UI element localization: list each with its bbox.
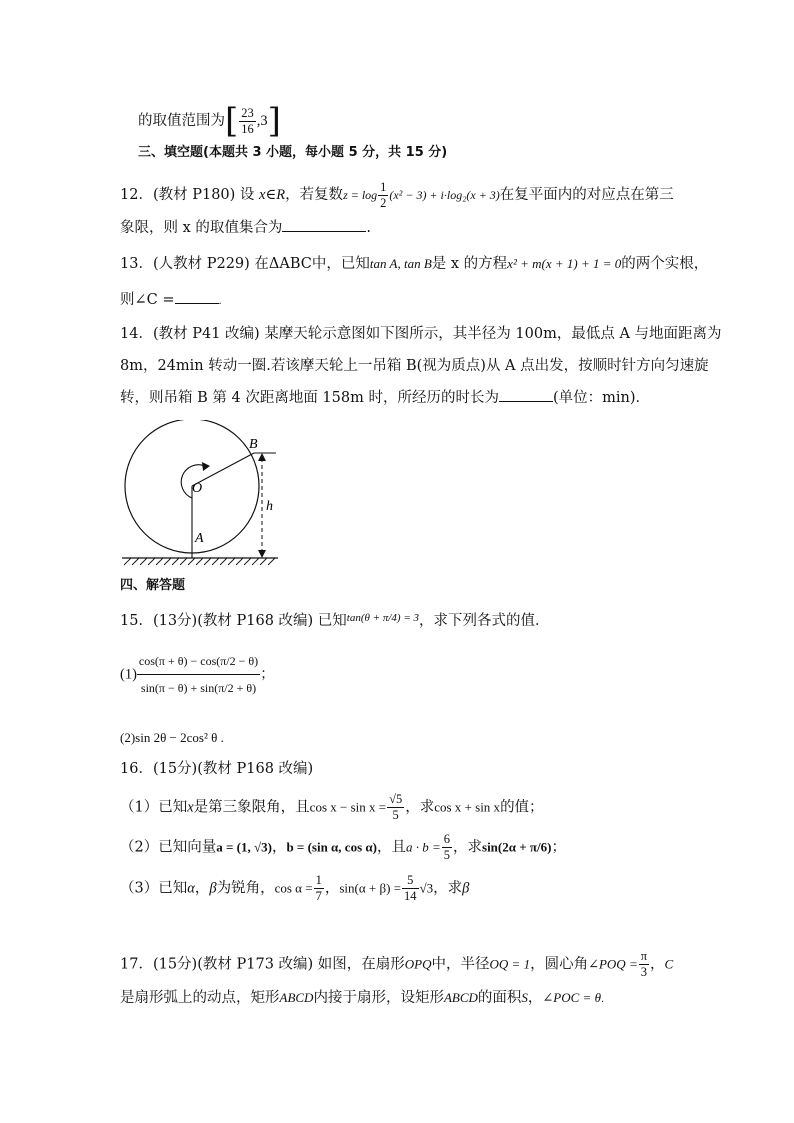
question-16-part-3: （3）已知α，β为锐角，cos α = $\frac{1}{7}$ ，sin(α + β) = $\frac{5}{14}$ √3，求β — [120, 873, 470, 903]
section-3-title: 三、填空题(本题共 3 小题，每小题 5 分，共 15 分) — [138, 145, 448, 160]
question-12-line-1: 12．(教材 P180) 设 x∈R，若复数z = log $\frac{1}{2}$ (x² − 3) + i·log₂(x + 3)在复平面内的对应点在第三 — [120, 180, 674, 210]
rotation-arrow-head — [202, 462, 210, 471]
section-4-title: 四、解答题 — [120, 578, 186, 593]
question-17-line-2: 是扇形弧上的动点，矩形ABCD内接于扇形，设矩形ABCD的面积S，∠POC = θ. — [120, 990, 605, 1006]
question-14-line-2: 8m，24min 转动一圈.若该摩天轮上一吊箱 B(视为质点)从 A 点出发，按顺时针方向匀速旋 — [120, 358, 709, 374]
six-fifths: $\frac{6}{5}$ — [443, 832, 451, 862]
label-b: B — [249, 437, 258, 452]
left-bracket: [ — [225, 101, 239, 141]
question-16-title: 16．(15分)(教材 P168 改编) — [120, 761, 314, 777]
height-arrow-bottom — [258, 550, 266, 558]
right-bracket: ] — [267, 101, 281, 141]
question-16-part-1: （1）已知x是第三象限角，且cos x − sin x = $\frac{√5}{5}$ ，求cos x + sin x的值； — [120, 792, 544, 822]
sqrt5-over-5: $\frac{√5}{5}$ — [389, 792, 403, 822]
question-14-line-3: 转，则吊箱 B 第 4 次距离地面 158m 时，所经历的时长为 (单位：min)． — [120, 387, 684, 408]
ferris-wheel-figure — [118, 420, 288, 570]
question-14-line-1: 14．(教材 P41 改编) 某摩天轮示意图如下图所示，其半径为 100m，最低点 A 与地面距离为 — [120, 326, 722, 342]
question-15-part-2: (2)sin 2θ − 2cos² θ . — [120, 730, 224, 745]
range-tail: ,3 — [256, 113, 268, 129]
one-seventh: $\frac{1}{7}$ — [315, 873, 322, 903]
q15-expression-fraction: $\frac{\cos(\pi + \theta) - \cos(\pi/2 - \theta)}{\sin(\pi - \theta) + \sin(\pi/2 + \theta)}$ — [137, 650, 260, 699]
question-16-part-2: （2）已知向量a = (1, √3)，b = (sin α, cos α)，且a · b = $\frac{6}{5}$ ，求sin(2α + π/6)； — [120, 832, 566, 862]
answer-blank-14 — [499, 387, 553, 402]
question-15-line-1: 15．(13分)(教材 P168 改编) 已知$^{tan(\theta + \pi/4) = 3}$，求下列各式的值． — [120, 612, 550, 629]
ground-hatching — [124, 558, 275, 565]
label-o: O — [192, 481, 203, 496]
question-13-line-2: 则∠C = . — [120, 289, 684, 312]
pi-over-3: $\frac{\pi}{3}$ — [640, 949, 648, 979]
range-fraction: $\frac{23}{16}$ — [241, 105, 254, 136]
five-fourteenths: $\frac{5}{14}$ — [404, 873, 417, 903]
range-answer-line — [138, 101, 684, 141]
answer-blank-13 — [175, 289, 219, 304]
question-12-line-2: 象限，则 x 的取值集合为 . — [120, 217, 684, 238]
question-13-line-1: 13．(人教材 P229) 在ΔABC中，已知tan A, tan B是 x 的方程x² + m(x + 1) + 1 = 0的两个实根， — [120, 256, 709, 272]
height-arrow-top — [258, 453, 266, 461]
range-prefix: 的取值范围为 — [138, 113, 225, 129]
label-a: A — [195, 531, 204, 546]
log-base-fraction: $\frac{1}{2}$ — [380, 180, 387, 210]
label-h: h — [266, 499, 273, 514]
question-15-part-1: (1) $\frac{\cos(\pi + \theta) - \cos(\pi/2 - \theta)}{\sin(\pi - \theta) + \sin(\pi/2 + \theta)}$ ； — [120, 650, 684, 699]
question-17-line-1: 17．(15分)(教材 P173 改编) 如图，在扇形OPQ中，半径OQ = 1，圆心角∠POQ = $\frac{\pi}{3}$ ，C — [120, 949, 674, 979]
answer-blank-12 — [282, 217, 366, 232]
